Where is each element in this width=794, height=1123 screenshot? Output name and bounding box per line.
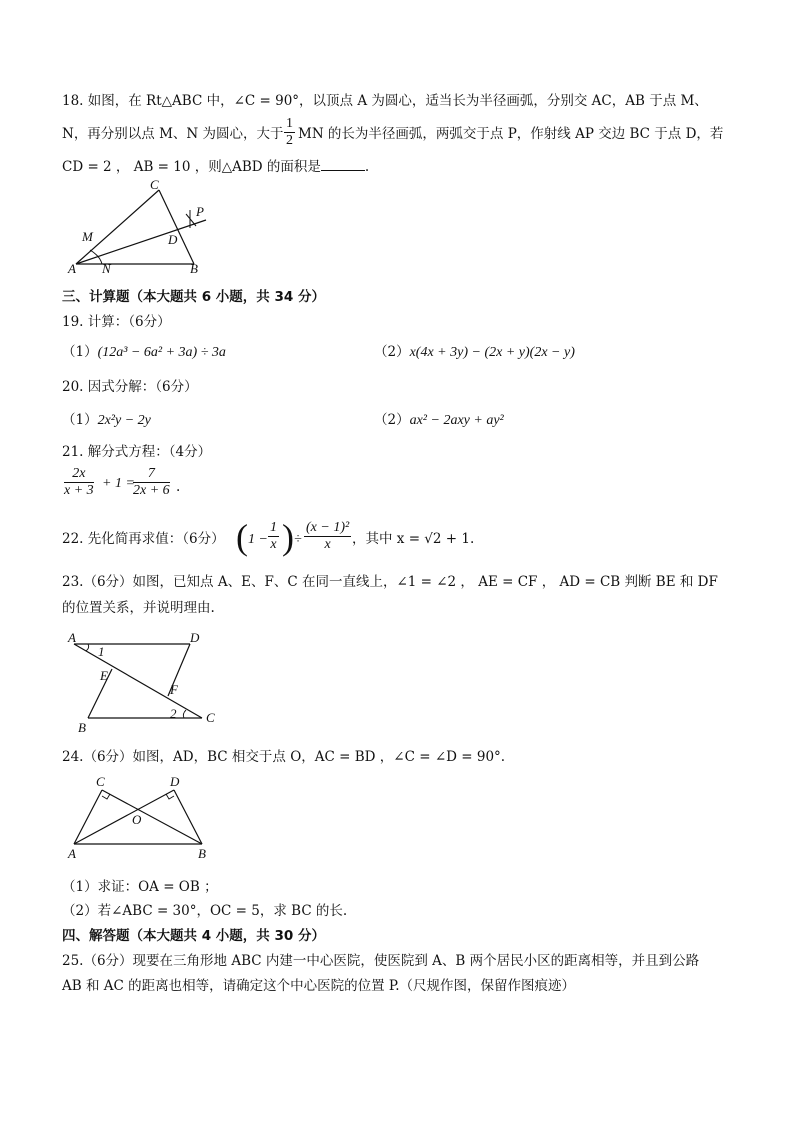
q21-fraction-right <box>133 466 170 499</box>
q23-label-D: D <box>190 630 200 645</box>
q20-p1-label: （1） <box>62 412 98 428</box>
q18-line2b: MN 的长为半径画弧，两弧交于点 P，作射线 AP 交边 BC 于点 D，若 <box>298 126 724 142</box>
q18-fraction <box>284 116 295 149</box>
q20-title: 20. 因式分解：（6分） <box>62 379 198 395</box>
q18-line3b: . <box>364 159 370 175</box>
q22-f1-den: x <box>270 537 277 552</box>
q18-label-D: D <box>168 232 178 247</box>
q21-f2-den: 2x + 6 <box>133 483 170 498</box>
q18-frac-num: 1 <box>286 116 293 131</box>
q24-label-B: B <box>198 846 206 861</box>
q18-label-M: M <box>82 229 93 244</box>
q18-frac-den: 2 <box>286 133 293 148</box>
q19-title: 19. 计算：（6分） <box>62 314 171 330</box>
q18-label-C: C <box>150 177 159 192</box>
q20-part2 <box>374 411 504 430</box>
q20-p2-expr: ax² − 2axy + ay² <box>409 413 504 428</box>
q25-line1: 25.（6分）现要在三角形地 ABC 内建一中心医院，使医院到 A、B 两个居民小区的距离相等，并且到公路 <box>62 953 700 969</box>
q24-line1: 24.（6分）如图，AD，BC 相交于点 O，AC = BD ，∠C = ∠D = 90°. <box>62 749 506 765</box>
q23-label-B: B <box>78 720 86 735</box>
q20-part1 <box>62 411 151 430</box>
q24-label-O: O <box>132 812 142 827</box>
q22-div: ÷ <box>294 532 302 547</box>
q18-line3 <box>62 158 369 176</box>
q19-p2-label: （2） <box>374 344 410 360</box>
q21-f1-den: x + 3 <box>64 483 94 498</box>
q18-label-P: P <box>196 204 204 219</box>
q18-line2a: N，再分别以点 M、N 为圆心，大于 <box>62 126 284 142</box>
answer-blank <box>321 158 365 171</box>
q23-label-A: A <box>68 630 76 645</box>
q20-p2-label: （2） <box>374 412 410 428</box>
q18-label-B: B <box>190 261 198 276</box>
q23-label-two: 2 <box>170 706 177 721</box>
q22-paren-open: ( <box>236 517 248 557</box>
q22-one-minus: 1 − <box>248 532 268 547</box>
q21-fraction-left <box>64 466 94 499</box>
q22-f2-num: (x − 1)² <box>306 520 350 535</box>
q21-title: 21. 解分式方程：（4分） <box>62 444 212 460</box>
q22-f1-num: 1 <box>270 520 277 535</box>
q21-mid: + 1 = <box>102 476 135 491</box>
q23-label-F: F <box>170 682 178 697</box>
q18-line3a: CD = 2 ， AB = 10 ，则△ABD 的面积是 <box>62 159 321 175</box>
q24-label-D: D <box>170 774 180 789</box>
section4-title: 四、解答题（本大题共 4 小题，共 30 分） <box>62 928 325 944</box>
q21-f1-num: 2x <box>64 466 94 483</box>
q22-f2-den: x <box>324 537 331 552</box>
q18-line1: 18. 如图，在 Rt△ABC 中，∠C = 90°，以顶点 A 为圆心，适当长为半径画弧，分别交 AC，AB 于点 M、 <box>62 93 708 109</box>
q18-label-N: N <box>102 261 111 276</box>
q22-fraction-outer <box>304 520 351 553</box>
q19-part2 <box>374 343 575 362</box>
q18-figure <box>66 177 216 276</box>
q25-line2: AB 和 AC 的距离也相等，请确定这个中心医院的位置 P.（尺规作图，保留作图痕迹） <box>62 978 576 994</box>
q19-p2-expr: x(4x + 3y) − (2x + y)(2x − y) <box>409 345 575 360</box>
section3-title: 三、计算题（本大题共 6 小题，共 34 分） <box>62 289 325 305</box>
q24-label-A: A <box>68 846 76 861</box>
q23-line2: 的位置关系，并说明理由. <box>62 600 215 616</box>
q23-line1: 23.（6分）如图，已知点 A、E、F、C 在同一直线上，∠1 = ∠2 ， AE = CF ， AD = CB 判断 BE 和 DF <box>62 574 718 590</box>
q23-figure <box>66 628 226 738</box>
q24-part1: （1）求证：OA = OB ； <box>62 879 218 895</box>
q21-end: . <box>176 479 181 495</box>
q22-fraction-inner <box>268 520 279 553</box>
q21-f2-num: 7 <box>133 466 170 483</box>
q24-label-C: C <box>96 774 105 789</box>
q22-tail: ，其中 x = √2 + 1. <box>352 531 475 547</box>
q23-label-C: C <box>206 710 215 725</box>
q23-label-E: E <box>100 668 108 683</box>
q24-part2: （2）若∠ABC = 30°，OC = 5，求 BC 的长. <box>62 903 348 919</box>
q23-label-one: 1 <box>98 644 105 659</box>
q19-part1 <box>62 343 226 362</box>
q24-figure <box>66 772 216 862</box>
q19-p1-label: （1） <box>62 344 98 360</box>
q22-paren-close: ) <box>282 517 294 557</box>
q18-label-A: A <box>68 261 76 276</box>
q19-p1-expr: (12a³ − 6a² + 3a) ÷ 3a <box>97 345 226 360</box>
q20-p1-expr: 2x²y − 2y <box>97 413 151 428</box>
q22-label: 22. 先化简再求值：（6分） <box>62 531 225 547</box>
